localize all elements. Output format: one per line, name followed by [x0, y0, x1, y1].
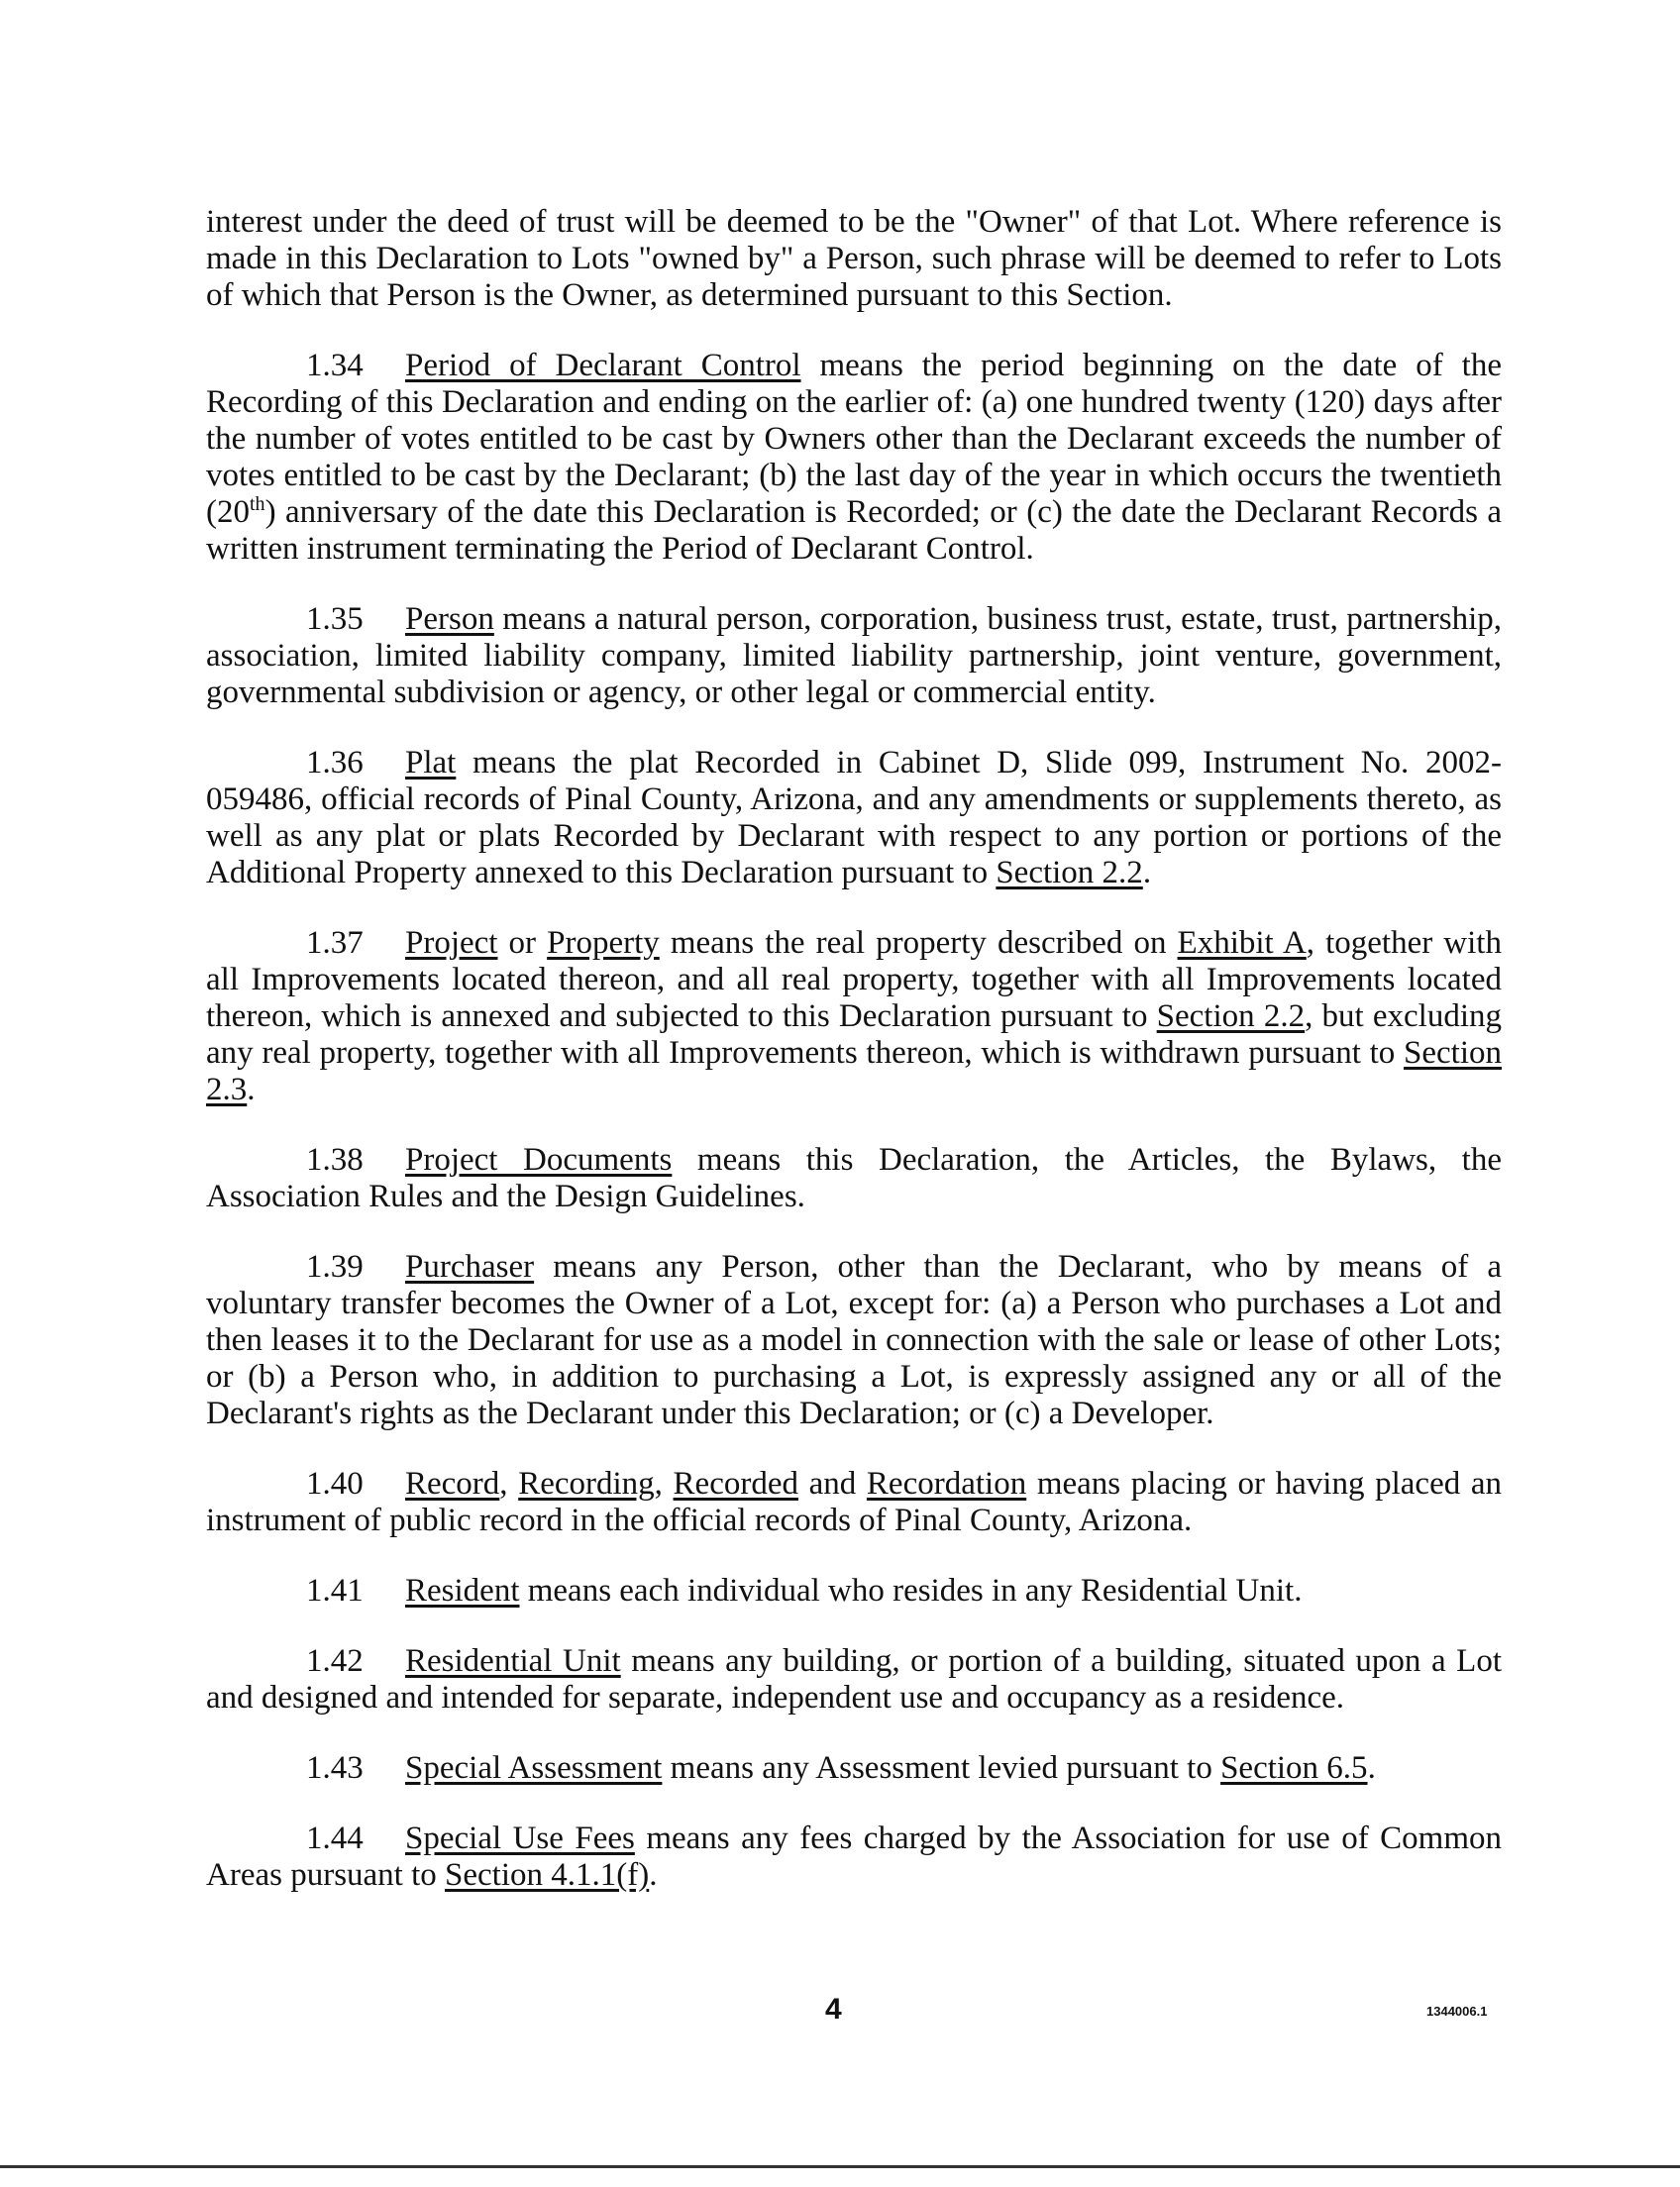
defined-term: Special Assessment — [405, 1750, 663, 1786]
defined-term: Project — [405, 925, 498, 961]
definition-text: means any fees charged by the Association for use of Common Areas pursuant to — [206, 1821, 1502, 1893]
definition-text: means a natural person, corporation, business trust, estate, trust, partnership, association, limited liability company, limited liability partnership, joint venture, government, governmental subdivision or agency, or other legal or commercial entity. — [206, 601, 1502, 710]
punctuation: . — [1367, 1750, 1376, 1786]
defined-term: Plat — [405, 745, 457, 781]
section-number: 1.43 — [306, 1750, 364, 1786]
section-1-35 — [206, 601, 1502, 711]
defined-term: Recording — [518, 1466, 655, 1502]
section-reference: Section 2.2 — [1156, 998, 1306, 1034]
definition-text: means any building, or portion of a building, situated upon a Lot and designed and intended for separate, independent use and occupancy as a residence. — [206, 1643, 1502, 1716]
defined-term: Residential Unit — [405, 1643, 621, 1679]
document-id: 1344006.1 — [1426, 2004, 1488, 2019]
defined-term: Project Documents — [405, 1142, 673, 1178]
exhibit-reference: Exhibit A — [1177, 925, 1307, 961]
section-1-42 — [206, 1643, 1502, 1717]
definition-text: means placing or having placed an instrument of public record in the official records of Pinal County, Arizona. — [206, 1466, 1503, 1538]
defined-term: Recorded — [673, 1466, 798, 1502]
section-1-40 — [206, 1466, 1502, 1539]
section-reference: Section 2.3 — [206, 1035, 1502, 1107]
section-number: 1.44 — [306, 1821, 364, 1856]
punctuation: . — [247, 1072, 256, 1107]
definition-text: means the real property described on — [659, 925, 1178, 961]
section-number: 1.34 — [306, 348, 364, 383]
definition-text: means any Assessment levied pursuant to — [662, 1750, 1221, 1786]
definition-text: means any Person, other than the Declarant, who by means of a voluntary transfer becomes the Owner of a Lot, except for: (a) a Person who purchases a Lot and then leases it to the Declarant for use as a model in connection with the sale or lease of other Lots; or (b) a Person who, in addition to purchasing a Lot, is expressly assigned any or all of the Declarant's rights as the Declarant under this Declaration; or (c) a Developer. — [206, 1249, 1502, 1431]
section-1-44 — [206, 1821, 1502, 1894]
section-1-34 — [206, 348, 1502, 568]
defined-term: Special Use Fees — [405, 1821, 635, 1856]
page-number: 4 — [825, 1993, 842, 2026]
connector-text: , — [654, 1466, 674, 1502]
connector-text: or — [497, 925, 548, 961]
punctuation: . — [649, 1857, 658, 1893]
definition-text: , but excluding any real property, together with all Improvements thereon, which is withdrawn pursuant to — [206, 998, 1502, 1071]
section-number: 1.36 — [306, 745, 364, 781]
defined-term: Property — [547, 925, 660, 961]
section-reference: Section 4.1.1(f) — [445, 1857, 650, 1893]
intro-text: interest under the deed of trust will be deemed to be the "Owner" of that Lot. Where reference is made in this Declaration to Lots "owned by" a Person, such phrase will be deemed to refer to Lots of which that Person is the Owner, as determined pursuant to this Section. — [206, 204, 1502, 313]
defined-term: Resident — [405, 1573, 520, 1609]
section-1-39 — [206, 1249, 1502, 1432]
section-1-36 — [206, 745, 1502, 891]
section-1-37 — [206, 925, 1502, 1108]
defined-term: Purchaser — [405, 1249, 535, 1285]
section-number: 1.41 — [306, 1573, 364, 1609]
connector-text: and — [798, 1466, 867, 1502]
section-number: 1.42 — [306, 1643, 364, 1679]
punctuation: . — [1142, 855, 1152, 890]
section-1-38 — [206, 1142, 1502, 1215]
connector-text: , — [499, 1466, 519, 1502]
definition-text: means each individual who resides in any Residential Unit. — [519, 1573, 1303, 1609]
defined-term: Recordation — [866, 1466, 1027, 1502]
section-reference: Section 6.5 — [1220, 1750, 1368, 1786]
definition-text: ) anniversary of the date this Declaration is Recorded; or (c) the date the Declarant Records a written instrument terminating the Period of Declarant Control. — [206, 494, 1502, 567]
definition-text: means the plat Recorded in Cabinet D, Slide 099, Instrument No. 2002-059486, official records of Pinal County, Arizona, and any amendments or supplements thereto, as well as any plat or plats Recorded by Declarant with respect to any portion or portions of the Additional Property annexed to this Declaration pursuant to — [206, 745, 1502, 890]
section-number: 1.39 — [306, 1249, 364, 1285]
definition-text: , together with all Improvements located thereon, and all real property, together with all Improvements located thereon, which is annexed and subjected to this Declaration pursuant to — [206, 925, 1502, 1034]
definition-text: means the period beginning on the date of the Recording of this Declaration and ending on the earlier of: (a) one hundred twenty (120) days after the number of votes entitled to be cast by Owners other than the Declarant exceeds the number of votes entitled to be cast by the Declarant; (b) the last day of the year in which occurs the twentieth (20 — [206, 348, 1502, 530]
section-1-43 — [206, 1750, 1502, 1787]
section-number: 1.40 — [306, 1466, 364, 1502]
superscript: th — [250, 493, 265, 515]
section-number: 1.38 — [306, 1142, 364, 1178]
defined-term: Period of Declarant Control — [405, 348, 801, 383]
document-body — [206, 204, 1502, 1927]
section-1-41 — [206, 1573, 1502, 1610]
section-number: 1.37 — [306, 925, 364, 961]
intro-paragraph — [206, 204, 1502, 314]
section-reference: Section 2.2 — [996, 855, 1143, 890]
definition-text: means this Declaration, the Articles, the Bylaws, the Association Rules and the Design Guidelines. — [206, 1142, 1502, 1214]
defined-term: Person — [405, 601, 494, 637]
bottom-rule — [0, 2165, 1680, 2168]
section-number: 1.35 — [306, 601, 364, 637]
defined-term: Record — [405, 1466, 500, 1502]
